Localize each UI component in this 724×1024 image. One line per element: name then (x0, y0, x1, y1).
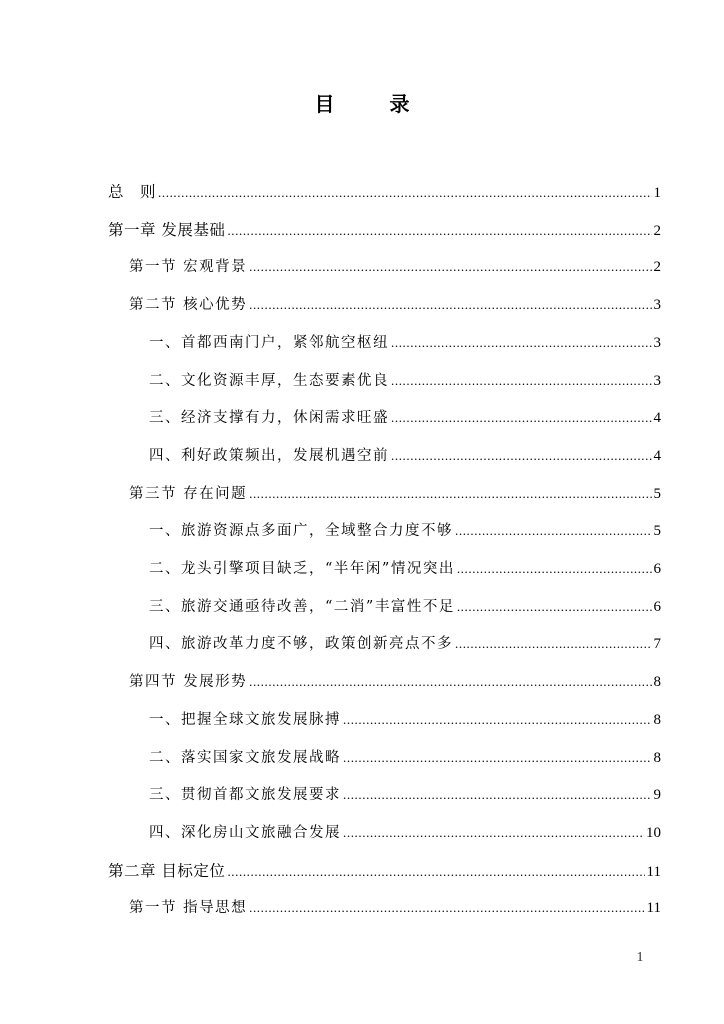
toc-dot-leader (343, 705, 652, 735)
toc-dot-leader (391, 328, 652, 358)
toc-dot-leader (391, 403, 652, 433)
toc-entry[interactable] (149, 592, 661, 622)
toc-entry-label: 第一章 发展基础 (108, 220, 226, 239)
page-number: 1 (636, 950, 644, 965)
toc-dot-leader (158, 178, 651, 208)
toc-entry-label: 四、深化房山文旅融合发展 (149, 824, 341, 841)
toc-entry-page: 4 (653, 447, 661, 464)
toc-entry[interactable] (149, 705, 661, 735)
toc-entry-label: 第一节 指导思想 (129, 900, 248, 917)
toc-entry-page: 2 (653, 222, 661, 239)
toc-entry-page: 1 (653, 185, 661, 201)
toc-entry-label: 三、旅游交通亟待改善，“二消”丰富性不足 (149, 598, 455, 615)
toc-entry-label: 第四节 发展形势 (129, 674, 248, 691)
toc-entry[interactable] (149, 743, 661, 773)
toc-entry[interactable] (129, 893, 661, 923)
toc-entry[interactable] (149, 441, 661, 471)
toc-dot-leader (249, 667, 651, 697)
toc-entry[interactable] (129, 667, 661, 697)
toc-entry-label: 四、旅游改革力度不够，政策创新亮点不多 (149, 636, 453, 653)
toc-entry-label: 总 则 (108, 183, 157, 201)
toc-entry-page: 6 (653, 561, 661, 577)
toc-entry-label: 三、贯彻首都文旅发展要求 (149, 787, 341, 804)
toc-entry-page: 6 (653, 598, 661, 615)
toc-entry-page: 10 (646, 824, 661, 841)
toc-entry-label: 第二节 核心优势 (129, 297, 248, 314)
toc-entry-label: 一、首都西南门户，紧邻航空枢纽 (149, 334, 389, 351)
toc-entry-label: 四、利好政策频出，发展机遇空前 (149, 447, 389, 464)
toc-dot-leader (455, 629, 652, 659)
toc-entry-label: 一、把握全球文旅发展脉搏 (149, 711, 341, 728)
toc-dot-leader (455, 516, 652, 546)
toc-entry-label: 第一节 宏观背景 (129, 259, 248, 276)
toc-entry-page: 4 (653, 410, 661, 427)
toc-entry-label: 二、文化资源丰厚，生态要素优良 (149, 372, 389, 389)
toc-dot-leader (343, 780, 652, 810)
toc-entry-page: 2 (653, 259, 661, 276)
toc-entry-page: 3 (653, 334, 661, 351)
toc-entry-label: 二、落实国家文旅发展战略 (149, 749, 341, 766)
toc-dot-leader (249, 290, 651, 320)
page-title: 目 录 (314, 92, 434, 116)
toc-entry-page: 3 (653, 372, 661, 389)
toc-entry[interactable] (129, 252, 661, 282)
toc-entry[interactable] (149, 629, 661, 659)
toc-dot-leader (457, 592, 652, 622)
toc-entry-page: 3 (653, 297, 661, 314)
toc-entry[interactable] (129, 290, 661, 320)
toc-entry[interactable] (129, 479, 661, 509)
toc-entry-label: 二、龙头引擎项目缺乏，“半年闲”情况突出 (149, 561, 455, 577)
toc-entry-page: 11 (646, 863, 661, 880)
toc-dot-leader (249, 479, 651, 509)
toc-entry-page: 11 (646, 900, 661, 917)
toc-dot-leader (249, 893, 644, 923)
toc-entry-page: 5 (653, 485, 661, 502)
toc-dot-leader (227, 857, 644, 887)
toc-entry[interactable] (149, 818, 661, 848)
toc-entry[interactable] (149, 366, 661, 396)
toc-dot-leader (457, 554, 652, 584)
toc-dot-leader (343, 743, 652, 773)
toc-entry[interactable] (108, 177, 661, 207)
toc-entry[interactable] (149, 780, 661, 810)
toc-entry-page: 7 (653, 636, 661, 653)
toc-entry-label: 第二章 目标定位 (108, 861, 226, 880)
toc-entry-label: 一、旅游资源点多面广，全域整合力度不够 (149, 523, 453, 540)
toc-entry-page: 5 (653, 523, 661, 540)
toc-entry[interactable] (108, 856, 661, 886)
toc-dot-leader (391, 441, 652, 471)
toc-entry-page: 8 (653, 674, 661, 691)
toc-entry[interactable] (149, 403, 661, 433)
toc-entry[interactable] (108, 215, 661, 245)
toc-dot-leader (227, 216, 651, 246)
toc-entry-label: 三、经济支撑有力，休闲需求旺盛 (149, 410, 389, 427)
toc-entry[interactable] (149, 554, 661, 584)
toc-entry-page: 9 (653, 787, 661, 804)
toc-entry-page: 8 (653, 749, 661, 766)
toc-entry-label: 第三节 存在问题 (129, 485, 248, 502)
toc-entry[interactable] (149, 328, 661, 358)
toc-dot-leader (391, 366, 652, 396)
toc-entry-page: 8 (653, 711, 661, 728)
toc-dot-leader (343, 818, 644, 848)
toc-dot-leader (249, 252, 651, 282)
toc-entry[interactable] (149, 516, 661, 546)
